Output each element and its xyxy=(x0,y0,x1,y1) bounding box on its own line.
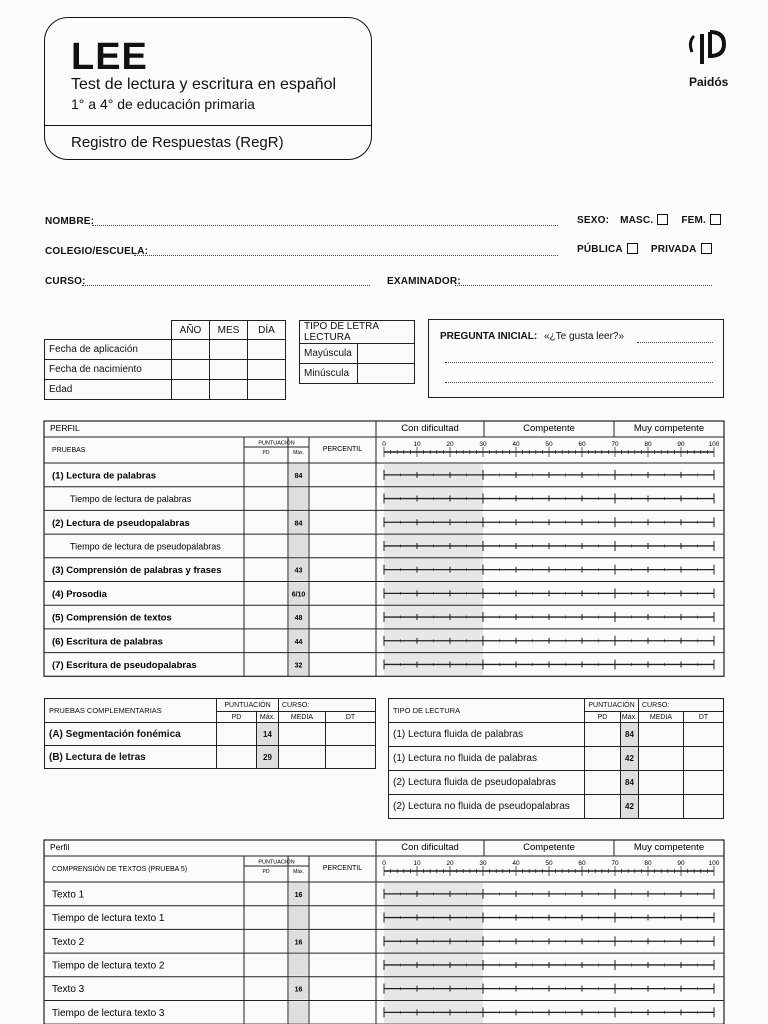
scale-label: 40 xyxy=(512,860,520,867)
pd-cell[interactable] xyxy=(585,747,621,771)
reading-row-label: (2) Lectura fluida de pseudopalabras xyxy=(389,771,585,795)
privada-label: PRIVADA xyxy=(650,244,697,255)
media-header: MEDIA xyxy=(279,712,326,723)
max-cell-shade xyxy=(289,954,308,976)
nombre-label: NOMBRE: xyxy=(45,216,95,227)
max-value: 29 xyxy=(257,746,279,769)
puntuacion-header: PUNTUACIÓN xyxy=(258,440,295,447)
puntuacion-header: PUNTUACIÓN xyxy=(258,859,295,866)
scale-label: 30 xyxy=(479,860,487,867)
max-value: 14 xyxy=(257,723,279,746)
pd-header: PD xyxy=(585,712,621,723)
row-label: (7) Escritura de pseudopalabras xyxy=(52,659,197,671)
pruebas-header: PRUEBAS xyxy=(52,447,86,454)
row-fecha-nacimiento: Fecha de nacimiento xyxy=(45,360,172,380)
mayuscula-label: Mayúscula xyxy=(300,344,358,364)
row-label: (6) Escritura de palabras xyxy=(52,636,163,648)
perfil-label: Perfil xyxy=(50,842,70,852)
row-label: Tiempo de lectura texto 3 xyxy=(52,1007,165,1019)
max-value: 84 xyxy=(294,472,303,480)
col-mes: MES xyxy=(210,321,248,340)
test-title: LEE xyxy=(71,36,148,78)
complementary-row-label: (A) Segmentación fonémica xyxy=(45,723,217,746)
scale-label: 100 xyxy=(708,441,720,448)
scale-label: 50 xyxy=(545,441,553,448)
row-label: (5) Comprensión de textos xyxy=(52,612,172,624)
scale-label: 20 xyxy=(446,860,454,867)
max-value: 16 xyxy=(294,986,303,994)
form-name: Registro de Respuestas (RegR) xyxy=(71,134,284,151)
max-value: 48 xyxy=(294,615,303,623)
dt-cell[interactable] xyxy=(684,771,724,795)
max-value: 6/10 xyxy=(291,591,306,599)
max-header: Máx. xyxy=(621,713,638,721)
row-label: Tiempo de lectura texto 2 xyxy=(52,960,165,972)
complementary-row-label: (B) Lectura de letras xyxy=(45,746,217,769)
max-cell-shade xyxy=(289,1002,308,1024)
row-label: (4) Prosodia xyxy=(52,588,107,600)
letter-type-title: TIPO DE LETRA LECTURA xyxy=(300,321,415,344)
scale-label: 100 xyxy=(708,860,720,867)
row-fecha-aplicacion: Fecha de aplicación xyxy=(45,340,172,360)
scale-label: 0 xyxy=(382,441,386,448)
max-value: 84 xyxy=(621,771,639,795)
max-value: 42 xyxy=(621,795,639,819)
band-label: Con dificultad xyxy=(401,423,459,434)
max-cell-shade xyxy=(289,488,308,510)
media-cell[interactable] xyxy=(279,723,326,746)
pd-cell[interactable] xyxy=(217,746,257,769)
dt-header: DT xyxy=(326,712,376,723)
scale-label: 10 xyxy=(413,441,421,448)
pd-cell[interactable] xyxy=(585,723,621,747)
perfil-label: PERFIL xyxy=(50,423,80,433)
media-cell[interactable] xyxy=(639,795,684,819)
scale-label: 50 xyxy=(545,860,553,867)
puntuacion-header: PUNTUACIÓN xyxy=(217,699,279,712)
scale-label: 90 xyxy=(677,860,685,867)
max-value: 84 xyxy=(621,723,639,747)
pd-cell[interactable] xyxy=(217,723,257,746)
col-dia: DÍA xyxy=(248,321,286,340)
max-header: Máx. xyxy=(293,869,304,875)
scale-label: 60 xyxy=(578,860,586,867)
reading-type-title: TIPO DE LECTURA xyxy=(389,699,585,723)
max-value: 43 xyxy=(294,567,303,575)
scale-label: 70 xyxy=(611,860,619,867)
band-label: Competente xyxy=(523,842,575,853)
row-edad: Edad xyxy=(45,380,172,400)
scale-label: 30 xyxy=(479,441,487,448)
max-header: Máx. xyxy=(293,450,304,456)
media-cell[interactable] xyxy=(639,723,684,747)
scale-label: 10 xyxy=(413,860,421,867)
row-label: Tiempo de lectura de palabras xyxy=(70,494,192,505)
percentil-header: PERCENTIL xyxy=(322,865,363,872)
pd-cell[interactable] xyxy=(585,771,621,795)
curso-header: CURSO: xyxy=(279,699,376,712)
media-cell[interactable] xyxy=(639,771,684,795)
scale-label: 40 xyxy=(512,441,520,448)
scale-label: 80 xyxy=(644,860,652,867)
row-label: Texto 3 xyxy=(52,984,85,996)
scale-label: 70 xyxy=(611,441,619,448)
media-header: MEDIA xyxy=(639,712,684,723)
band-label: Competente xyxy=(523,423,575,434)
puntuacion-header: PUNTUACIÓN xyxy=(585,699,639,712)
reading-row-label: (2) Lectura no fluida de pseudopalabras xyxy=(389,795,585,819)
dt-cell[interactable] xyxy=(684,723,724,747)
max-value: 16 xyxy=(294,891,303,899)
max-cell-shade xyxy=(289,535,308,557)
curso-label: CURSO: xyxy=(45,276,86,287)
pd-header: PD xyxy=(262,450,270,456)
col-ano: AÑO xyxy=(172,321,210,340)
row-label: Texto 2 xyxy=(52,936,85,948)
row-label: (2) Lectura de pseudopalabras xyxy=(52,517,190,529)
initial-question-label: PREGUNTA INICIAL: xyxy=(440,331,538,342)
complementary-table xyxy=(44,698,376,769)
band-label: Con dificultad xyxy=(401,842,459,853)
scale-label: 0 xyxy=(382,860,386,867)
colegio-label: COLEGIO/ESCUELA: xyxy=(45,246,149,257)
reading-row-label: (1) Lectura no fluida de palabras xyxy=(389,747,585,771)
row-label: Texto 1 xyxy=(52,889,85,901)
pd-header: PD xyxy=(262,869,270,875)
row-label: (1) Lectura de palabras xyxy=(52,470,157,482)
percentil-header: PERCENTIL xyxy=(322,446,363,453)
scale-label: 20 xyxy=(446,441,454,448)
test-subtitle: Test de lectura y escritura en español xyxy=(71,76,337,93)
band-label: Muy competente xyxy=(633,842,705,853)
scale-label: 80 xyxy=(644,441,652,448)
scale-label: 90 xyxy=(677,441,685,448)
complementary-title: PRUEBAS COMPLEMENTARIAS xyxy=(45,699,217,723)
media-cell[interactable] xyxy=(639,747,684,771)
row-label: Tiempo de lectura de pseudopalabras xyxy=(70,541,221,552)
row-label: Tiempo de lectura texto 1 xyxy=(52,913,165,925)
max-cell-shade xyxy=(289,907,308,929)
masc-label: MASC. xyxy=(620,215,654,226)
scale-label: 60 xyxy=(578,441,586,448)
pruebas-header: COMPRENSIÓN DE TEXTOS (PRUEBA 5) xyxy=(52,866,188,873)
dt-cell[interactable] xyxy=(326,723,376,746)
reading-type-table xyxy=(388,698,724,819)
fem-label: FEM. xyxy=(681,215,707,226)
sexo-label: SEXO: xyxy=(577,215,610,226)
max-header: Máx. xyxy=(257,712,279,723)
dt-cell[interactable] xyxy=(326,746,376,769)
minuscula-label: Minúscula xyxy=(300,364,358,384)
dt-header: DT xyxy=(684,712,724,723)
dt-cell[interactable] xyxy=(684,795,724,819)
max-value: 32 xyxy=(294,662,303,670)
initial-question-text: «¿Te gusta leer?» xyxy=(544,331,625,342)
media-cell[interactable] xyxy=(279,746,326,769)
curso-header: CURSO: xyxy=(639,699,724,712)
examinador-label: EXAMINADOR: xyxy=(387,276,461,287)
pd-cell[interactable] xyxy=(585,795,621,819)
reading-row-label: (1) Lectura fluida de palabras xyxy=(389,723,585,747)
max-value: 44 xyxy=(294,638,303,646)
max-value: 84 xyxy=(294,520,303,528)
row-label: (3) Comprensión de palabras y frases xyxy=(52,565,222,577)
max-value: 42 xyxy=(621,747,639,771)
max-value: 16 xyxy=(294,939,303,947)
dt-cell[interactable] xyxy=(684,747,724,771)
publisher-name: Paidós xyxy=(689,75,729,89)
publica-label: PÚBLICA xyxy=(577,244,623,255)
test-level: 1° a 4° de educación primaria xyxy=(71,96,255,112)
pd-header: PD xyxy=(217,712,257,723)
band-label: Muy competente xyxy=(633,423,705,434)
